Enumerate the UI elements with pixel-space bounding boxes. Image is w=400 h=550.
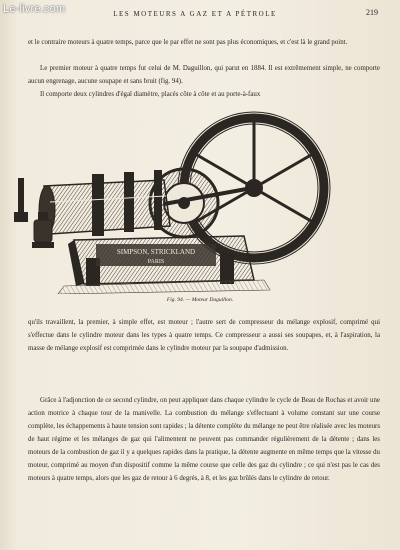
paragraph-5: Grâce à l'adjonction de ce second cylindre, on peut appliquer dans chaque cylindre le cycle de Beau de Rochas et avoir une action motrice à chaque tour de la manivelle. La combustion du mélange s'effectuant à volume constant sur une course complète, les échappements à haute tension sont rapides ; la détente complète du mélange ne peut être réalisée avec les moteurs de haut régime et les mélanges de gaz qui l'alimentent ne peuvent pas commander régulièrement de la détente ; dans les moteurs de la combustion de gaz il y a quelques rapides dans la pratique, la détente augmente en même temps que la vitesse du moteur, comprimé au moyen d'un dispositif comme la même course que celle des gaz du cylindre ; ce qui n'est pas le cas des moteurs à quatre temps, alors que les gaz de retour à 6 degrés, à 8, et les gaz brûlés dans le cylindre de retour. [28,397,380,482]
engine-illustration [14,108,384,294]
maker-plate-name: SIMPSON, STRICKLAND [116,248,196,256]
figure-caption: Fig. 94. — Moteur Daguillon. [166,297,234,303]
engine-cylinders [39,170,170,236]
paragraph-2: Le premier moteur à quatre temps fut celui de M. Daguillon, qui parut en 1884. Il est extrêmement simple, ne comporte aucun engrenage, aucune soupape et sans bruit (fig. 94). [28,65,380,85]
maker-plate-city: PARIS [147,259,165,265]
paragraph-3: Il comporte deux cylindres d'égal diamètre, placés côte à côte et au porte-à-faux [40,91,261,98]
engine-engraving [14,108,384,294]
running-head: LES MOTEURS A GAZ ET A PÉTROLE [113,10,277,18]
paragraph-1: et le contraire moteurs à quatre temps, parce que le par effet ne sont pas plus économiques, et c'est là le grand point. [28,39,348,46]
watermark: Le-livre.com [3,3,66,15]
page-number: 219 [366,8,378,17]
paragraph-4: qu'ils travaillent, la premier, à simple effet, est moteur ; l'autre sert de compresseur du mélange explosif, comprimé qui s'effectue dans le cylindre moteur dans les types à quatre temps. Ce compresseur a aussi ses soupapes, et, à l'aspiration, la masse de mélange explosif est comprimée dans le cylindre moteur par la soupape d'admission. [28,319,380,352]
